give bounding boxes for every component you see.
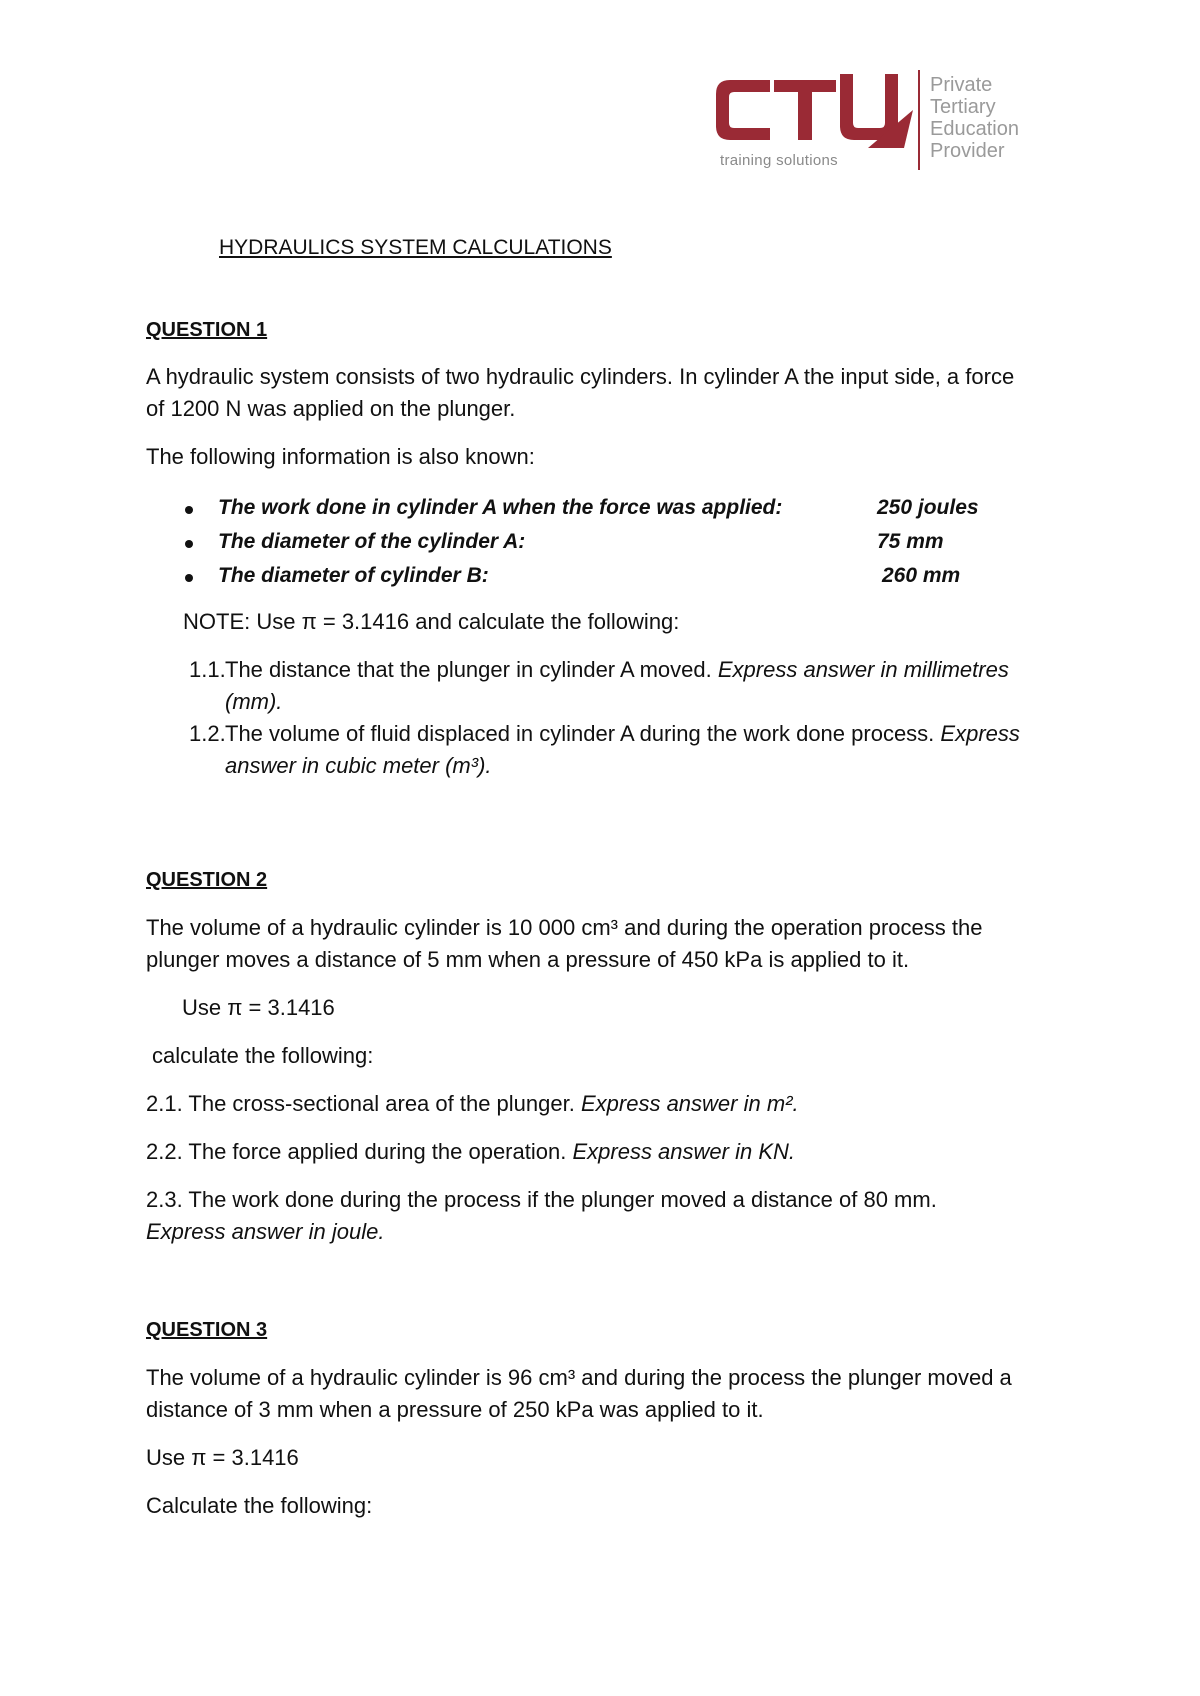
q1-item-2-number: 1.2. (189, 721, 226, 746)
q2-item-3-text: 2.3. The work done during the process if the plunger moved a distance of 80 mm. (146, 1187, 937, 1212)
q1-note: NOTE: Use π = 3.1416 and calculate the following: (183, 609, 680, 634)
q1-known-text: The following information is also known: (146, 444, 535, 469)
q2-item-2 (146, 1136, 795, 1168)
q1-item-1-number: 1.1. (189, 657, 226, 682)
q1-item-1 (225, 654, 1009, 686)
bullet-value: 260 mm (882, 564, 961, 587)
q1-item-1-instruction: Express answer in millimetres (717, 657, 1009, 682)
bullet-icon (185, 574, 193, 582)
q2-pi: Use π = 3.1416 (182, 995, 335, 1020)
q3-calc: Calculate the following: (146, 1493, 373, 1518)
q1-item-1-text: The distance that the plunger in cylinder A moved. (225, 657, 712, 682)
logo-tagline: training solutions (720, 152, 838, 169)
q3-line-2: distance of 3 mm when a pressure of 250 kPa was applied to it. (146, 1397, 764, 1422)
ctu-logo-mark-icon (708, 70, 913, 150)
q1-item-2-instruction-cont: answer in cubic meter (m³). (225, 753, 492, 778)
q3-pi: Use π = 3.1416 (146, 1445, 299, 1470)
q2-item-1 (146, 1088, 799, 1120)
bullet-icon (185, 506, 193, 514)
q2-item-1-instruction: Express answer in m². (580, 1091, 799, 1116)
q1-item-2-instruction: Express (940, 721, 1020, 746)
logo-line-3: Education (930, 118, 1019, 140)
q2-calc: calculate the following: (152, 1043, 374, 1068)
q1-item-2 (225, 718, 1020, 750)
q3-line-1: The volume of a hydraulic cylinder is 96 cm³ and during the process the plunger moved a (146, 1365, 1012, 1390)
logo-line-4: Provider (930, 140, 1005, 162)
q1-intro-line-2: of 1200 N was applied on the plunger. (146, 396, 516, 421)
q2-item-2-text: 2.2. The force applied during the operation. (146, 1139, 567, 1164)
question-1-heading: QUESTION 1 (146, 319, 268, 341)
logo-line-2: Tertiary (930, 96, 996, 118)
question-2-heading: QUESTION 2 (146, 869, 268, 891)
q1-intro-line-1: A hydraulic system consists of two hydraulic cylinders. In cylinder A the input side, a force (146, 364, 1015, 389)
ctu-logo (708, 70, 1058, 180)
question-3-heading: QUESTION 3 (146, 1319, 268, 1341)
q2-line-2: plunger moves a distance of 5 mm when a pressure of 450 kPa is applied to it. (146, 947, 910, 972)
bullet-value: 75 mm (877, 530, 944, 553)
q1-item-1-instruction-cont: (mm). (225, 689, 283, 714)
q2-item-2-instruction: Express answer in KN. (572, 1139, 795, 1164)
q2-item-3-instruction: Express answer in joule. (146, 1219, 385, 1244)
bullet-icon (185, 540, 193, 548)
bullet-value: 250 joules (877, 496, 979, 519)
logo-divider (918, 70, 920, 170)
q1-item-2-text: The volume of fluid displaced in cylinder A during the work done process. (225, 721, 935, 746)
bullet-label: The diameter of the cylinder A: (218, 530, 526, 553)
q2-item-1-text: 2.1. The cross-sectional area of the plunger. (146, 1091, 575, 1116)
bullet-label: The work done in cylinder A when the force was applied: (218, 496, 783, 519)
logo-line-1: Private (930, 74, 993, 96)
logo-provider-text (930, 74, 1019, 162)
q2-line-1: The volume of a hydraulic cylinder is 10 000 cm³ and during the operation process the (146, 915, 983, 940)
page-title: HYDRAULICS SYSTEM CALCULATIONS (219, 236, 612, 259)
bullet-label: The diameter of cylinder B: (218, 564, 489, 587)
